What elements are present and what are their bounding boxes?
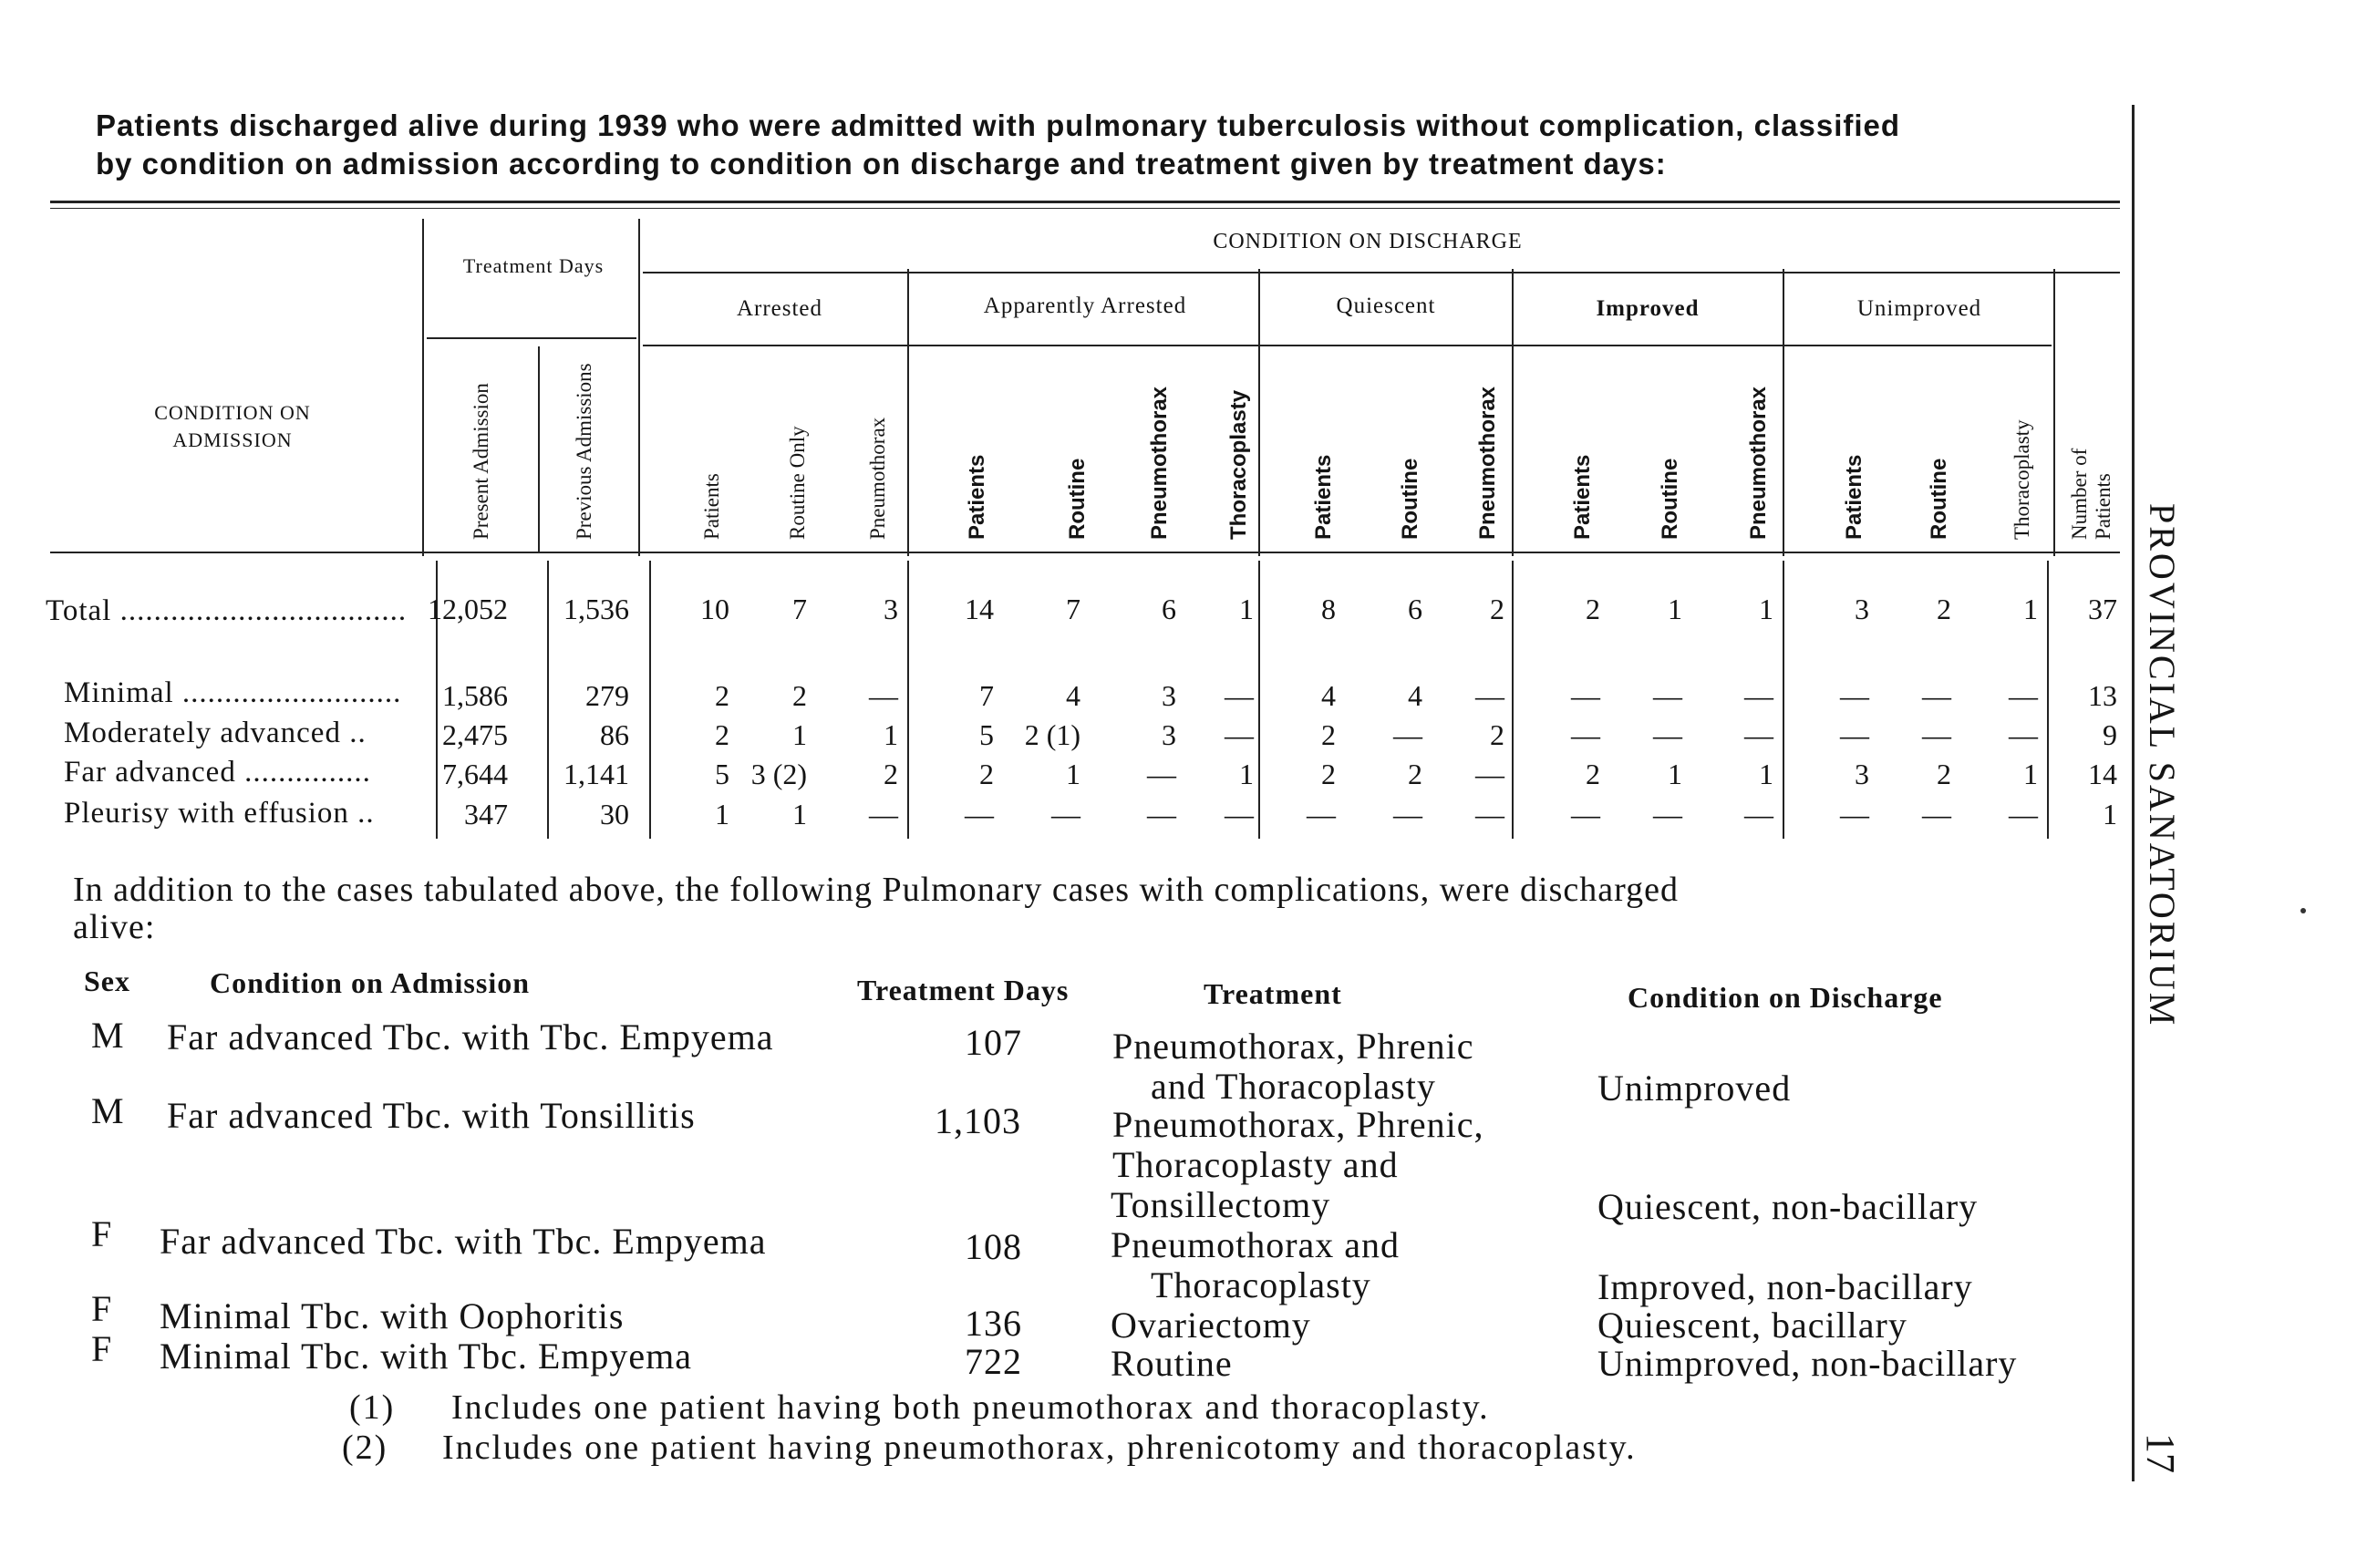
case-3-discharge: Improved, non-bacillary <box>1597 1266 1973 1307</box>
table-cell: 7 <box>1066 593 1080 625</box>
table-cell: 2 <box>1586 593 1600 625</box>
table-cell: — <box>1051 798 1080 830</box>
case-4-condition: Minimal Tbc. with Oophoritis <box>160 1295 625 1336</box>
body-divider <box>1512 561 1514 839</box>
header-divider <box>638 219 640 556</box>
case-4-days: 136 <box>965 1303 1022 1344</box>
case-5-discharge: Unimproved, non-bacillary <box>1597 1343 2018 1384</box>
table-cell: — <box>1840 679 1869 712</box>
row-label-far-advanced: Far advanced ............... <box>64 756 371 789</box>
col-app-arrested-patients: Patients <box>965 454 989 540</box>
case-5-treatment-line: Routine <box>1111 1343 1233 1384</box>
table-cell: 1,141 <box>563 758 629 790</box>
table-cell: — <box>1653 718 1682 751</box>
table-cell: — <box>1147 758 1176 790</box>
speck-dot <box>2300 908 2306 913</box>
header-divider <box>538 346 540 552</box>
row-label-total: Total .................................. <box>46 594 408 627</box>
header-treatment-days: Treatment Days <box>857 974 1070 1006</box>
col-improved-patients: Patients <box>1570 454 1595 540</box>
group-arrested: Arrested <box>736 296 823 321</box>
running-head: PROVINCIAL SANATORIUM <box>2142 503 2183 1028</box>
table-cell: — <box>1744 679 1773 712</box>
col-app-arrested-pneumothorax: Pneumothorax <box>1147 386 1172 540</box>
body-divider <box>1783 561 1784 839</box>
table-cell: 1 <box>2103 798 2117 830</box>
header-treatment: Treatment <box>1204 977 1342 1010</box>
table-cell: 2 <box>884 758 898 790</box>
table-cell: 2 <box>1937 758 1951 790</box>
header-divider <box>907 269 909 556</box>
table-cell: 1 <box>715 798 729 830</box>
table-cell: 4 <box>1408 679 1422 712</box>
table-cell: 3 <box>1855 593 1869 625</box>
case-3-treatment-line: Thoracoplasty <box>1151 1264 1371 1305</box>
table-cell: 279 <box>585 679 629 712</box>
body-divider <box>547 561 549 839</box>
table-cell: 7 <box>792 593 807 625</box>
row-label-pleurisy: Pleurisy with effusion .. <box>64 797 375 830</box>
table-cell: 1,586 <box>442 679 508 712</box>
body-divider <box>907 561 909 839</box>
table-cell: — <box>1840 718 1869 751</box>
table-cell: 30 <box>600 798 629 830</box>
table-cell: 9 <box>2103 718 2117 751</box>
table-cell: 14 <box>2088 758 2117 790</box>
table-cell: 1 <box>1668 593 1682 625</box>
header-condition-on-admission: Condition on Admission <box>210 966 531 999</box>
header-sex: Sex <box>84 965 130 997</box>
treatment-days-header: Treatment Days <box>462 254 605 277</box>
table-cell: — <box>1922 679 1951 712</box>
top-rule-thin <box>50 208 2120 209</box>
table-cell: — <box>1475 798 1504 830</box>
table-cell: — <box>1571 798 1600 830</box>
case-2-treatment-line: Tonsillectomy <box>1111 1184 1331 1225</box>
page-number: 17 <box>2138 1433 2183 1473</box>
case-3-treatment-line: Pneumothorax and <box>1111 1224 1401 1265</box>
case-2-treatment-line: Thoracoplasty and <box>1112 1144 1399 1185</box>
table-cell: 10 <box>700 593 729 625</box>
table-cell: 3 <box>1162 679 1176 712</box>
table-cell: 5 <box>715 758 729 790</box>
table-caption-line-1: Patients discharged alive during 1939 who were admitted with pulmonary tuberculosis without complication, classified <box>96 108 1901 142</box>
case-4-sex: F <box>91 1288 113 1329</box>
table-cell: 7,644 <box>442 758 508 790</box>
table-cell: — <box>1653 798 1682 830</box>
table-cell: — <box>1225 718 1254 751</box>
table-cell: 1 <box>1066 758 1080 790</box>
table-cell: 2 <box>792 679 807 712</box>
case-1-discharge: Unimproved <box>1597 1068 1792 1109</box>
table-cell: 1 <box>1239 593 1254 625</box>
col-arrested-pneumothorax: Pneumothorax <box>866 417 889 540</box>
table-cell: 1,536 <box>563 593 629 625</box>
header-rule <box>643 272 2120 273</box>
table-cell: — <box>1744 798 1773 830</box>
footnote-1-mark: (1) <box>349 1388 396 1427</box>
stub-header: CONDITION ON ADMISSION <box>154 401 311 451</box>
table-cell: — <box>1307 798 1336 830</box>
header-divider <box>1783 269 1784 556</box>
col-improved-pneumothorax: Pneumothorax <box>1746 386 1771 540</box>
group-unimproved: Unimproved <box>1856 296 1982 321</box>
group-apparently-arrested: Apparently Arrested <box>983 294 1187 318</box>
table-cell: 1 <box>792 718 807 751</box>
table-cell: — <box>1840 798 1869 830</box>
case-5-days: 722 <box>965 1341 1022 1382</box>
header-rule <box>427 337 636 339</box>
table-caption-line-2: by condition on admission according to condition on discharge and treatment given by treatment days: <box>96 147 1667 181</box>
table-cell: 2 <box>715 679 729 712</box>
table-cell: — <box>1393 798 1422 830</box>
group-quiescent: Quiescent <box>1336 294 1436 318</box>
table-cell: 2,475 <box>442 718 508 751</box>
table-cell: — <box>869 798 898 830</box>
table-cell: — <box>869 679 898 712</box>
case-3-sex: F <box>91 1213 113 1254</box>
top-rule <box>50 201 2120 203</box>
table-cell: 2 <box>1321 758 1336 790</box>
table-cell: 12,052 <box>428 593 508 625</box>
case-3-days: 108 <box>965 1226 1022 1267</box>
table-cell: 2 <box>979 758 994 790</box>
table-cell: — <box>1393 718 1422 751</box>
table-cell: — <box>1571 679 1600 712</box>
body-divider <box>1258 561 1260 839</box>
table-cell: 1 <box>2023 593 2038 625</box>
footnote-1-text: Includes one patient having both pneumothorax and thoracoplasty. <box>451 1388 1490 1427</box>
table-cell: 4 <box>1066 679 1080 712</box>
col-app-arrested-thoracoplasty: Thoracoplasty <box>1226 389 1251 540</box>
body-divider <box>2047 561 2049 839</box>
table-cell: 5 <box>979 718 994 751</box>
col-number-of-patients: Number of Patients <box>2068 448 2114 540</box>
footnote-2-text: Includes one patient having pneumothorax, phrenicotomy and thoracoplasty. <box>442 1429 1637 1467</box>
table-cell: 4 <box>1321 679 1336 712</box>
table-cell: 2 <box>1586 758 1600 790</box>
table-cell: 1 <box>1668 758 1682 790</box>
addition-line-2: alive: <box>73 908 156 946</box>
table-cell: — <box>1571 718 1600 751</box>
table-cell: 13 <box>2088 679 2117 712</box>
table-cell: — <box>1225 679 1254 712</box>
case-2-sex: M <box>91 1090 125 1131</box>
header-divider <box>1258 269 1260 556</box>
condition-on-discharge-header: CONDITION ON DISCHARGE <box>1213 230 1523 253</box>
table-cell: 3 <box>1855 758 1869 790</box>
case-1-treatment-line: and Thoracoplasty <box>1151 1066 1436 1107</box>
header-condition-on-discharge: Condition on Discharge <box>1628 981 1943 1014</box>
table-cell: 1 <box>1239 758 1254 790</box>
table-cell: 8 <box>1321 593 1336 625</box>
table-cell: 2 <box>1321 718 1336 751</box>
col-previous-admissions: Previous Admissions <box>573 363 595 540</box>
table-cell: 1 <box>792 798 807 830</box>
col-improved-routine: Routine <box>1658 458 1682 540</box>
case-4-discharge: Quiescent, bacillary <box>1597 1305 1907 1346</box>
col-unimproved-patients: Patients <box>1842 454 1866 540</box>
table-cell: 7 <box>979 679 994 712</box>
table-cell: — <box>2009 718 2038 751</box>
case-2-treatment-line: Pneumothorax, Phrenic, <box>1112 1104 1484 1145</box>
case-2-days: 1,103 <box>935 1100 1021 1141</box>
group-improved: Improved <box>1596 296 1700 321</box>
header-divider <box>2053 269 2055 556</box>
table-cell: 6 <box>1408 593 1422 625</box>
table-cell: — <box>1225 798 1254 830</box>
col-quiescent-routine: Routine <box>1398 458 1422 540</box>
table-cell: — <box>1475 679 1504 712</box>
table-cell: 347 <box>464 798 508 830</box>
table-cell: — <box>2009 679 2038 712</box>
body-divider <box>649 561 651 839</box>
footnote-2-mark: (2) <box>342 1429 388 1467</box>
col-app-arrested-routine: Routine <box>1065 458 1090 540</box>
table-cell: 1 <box>2023 758 2038 790</box>
table-cell: — <box>1922 718 1951 751</box>
table-cell: 2 <box>1490 718 1504 751</box>
case-5-sex: F <box>91 1328 113 1369</box>
table-cell: 1 <box>1759 758 1773 790</box>
table-cell: 14 <box>965 593 994 625</box>
table-cell: 86 <box>600 718 629 751</box>
table-cell: 3 (2) <box>750 758 807 790</box>
case-1-treatment-line: Pneumothorax, Phrenic <box>1112 1026 1474 1067</box>
table-cell: 2 <box>1490 593 1504 625</box>
col-unimproved-routine: Routine <box>1927 458 1951 540</box>
header-rule <box>643 345 2052 346</box>
table-cell: 37 <box>2088 593 2117 625</box>
header-divider <box>1512 269 1514 556</box>
row-label-moderately-advanced: Moderately advanced .. <box>64 717 367 749</box>
col-unimproved-thoracoplasty: Thoracoplasty <box>2011 419 2033 540</box>
case-4-treatment-line: Ovariectomy <box>1111 1305 1311 1346</box>
table-cell: 1 <box>1759 593 1773 625</box>
table-cell: 1 <box>884 718 898 751</box>
col-quiescent-pneumothorax: Pneumothorax <box>1475 386 1500 540</box>
case-1-sex: M <box>91 1015 125 1056</box>
case-1-condition: Far advanced Tbc. with Tbc. Empyema <box>167 1016 774 1057</box>
addition-line-1: In addition to the cases tabulated above, the following Pulmonary cases with complications, were discharged <box>73 871 1679 909</box>
col-quiescent-patients: Patients <box>1311 454 1336 540</box>
table-cell: — <box>2009 798 2038 830</box>
case-3-condition: Far advanced Tbc. with Tbc. Empyema <box>160 1221 767 1262</box>
case-5-condition: Minimal Tbc. with Tbc. Empyema <box>160 1336 692 1377</box>
table-cell: — <box>1653 679 1682 712</box>
row-label-minimal: Minimal .......................... <box>64 676 402 709</box>
table-cell: 3 <box>884 593 898 625</box>
table-cell: — <box>965 798 994 830</box>
case-2-discharge: Quiescent, non-bacillary <box>1597 1186 1979 1227</box>
case-2-condition: Far advanced Tbc. with Tonsillitis <box>167 1095 696 1136</box>
table-cell: 2 <box>1937 593 1951 625</box>
col-arrested-patients: Patients <box>700 473 723 540</box>
col-present-admission: Present Admission <box>470 383 492 540</box>
table-cell: — <box>1922 798 1951 830</box>
table-cell: 2 (1) <box>1024 718 1080 751</box>
case-1-days: 107 <box>965 1022 1022 1063</box>
table-cell: — <box>1147 798 1176 830</box>
header-rule <box>50 552 2120 553</box>
table-cell: 2 <box>715 718 729 751</box>
table-cell: 2 <box>1408 758 1422 790</box>
table-cell: — <box>1744 718 1773 751</box>
table-cell: — <box>1475 758 1504 790</box>
table-cell: 6 <box>1162 593 1176 625</box>
table-cell: 3 <box>1162 718 1176 751</box>
header-divider <box>422 219 424 556</box>
col-arrested-routine-only: Routine Only <box>786 426 809 540</box>
right-margin-rule <box>2132 105 2135 1481</box>
